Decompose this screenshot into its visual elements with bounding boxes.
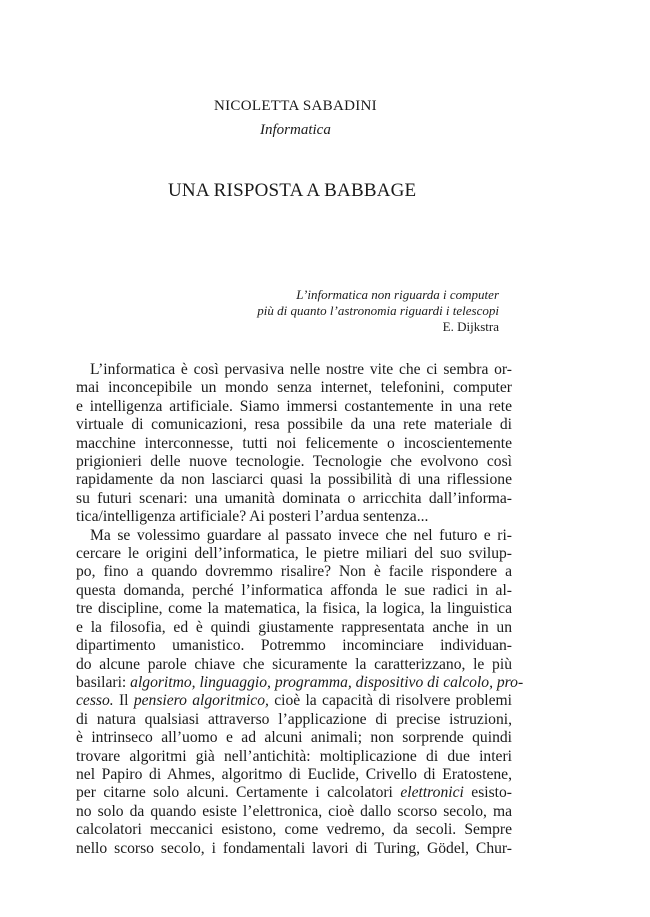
text-line: è intrinseco all’uomo e ad alcuni animali; non sorprende quindi bbox=[76, 729, 512, 747]
emphasized-text: algoritmo, linguaggio, programma, dispositivo di calcolo, pro- bbox=[130, 673, 524, 691]
text-line bbox=[76, 784, 512, 802]
text-run: per citarne solo alcuni. Certamente i calcolatori bbox=[76, 784, 401, 802]
text-line: e intelligenza artificiale. Siamo immersi costantemente in una rete bbox=[76, 397, 512, 415]
emphasized-text: pensiero algoritmico, bbox=[133, 692, 269, 710]
text-line: tica/intelligenza artificiale? Ai posteri l’ardua sentenza... bbox=[76, 508, 429, 526]
text-run: esisto- bbox=[463, 784, 512, 802]
text-line: virtuale di comunicazioni, resa possibile da una rete materiale di bbox=[76, 416, 512, 434]
text-line: nel Papiro di Ahmes, algoritmo di Euclide, Crivello di Eratostene, bbox=[76, 765, 512, 783]
text-line: cercare le origini dell’informatica, le pietre miliari del suo svilup- bbox=[76, 545, 512, 563]
text-line: dipartimento umanistico. Potremmo incominciare individuan- bbox=[76, 637, 512, 655]
text-line: di natura qualsiasi attraverso l’applicazione di precise istruzioni, bbox=[76, 710, 512, 728]
author-name: NICOLETTA SABADINI bbox=[214, 98, 377, 114]
text-line: calcolatori meccanici esistono, come vedremo, da secoli. Sempre bbox=[76, 821, 512, 839]
text-line: mai inconcepibile un mondo senza internet, telefonini, computer bbox=[76, 379, 512, 397]
text-line: L’informatica è così pervasiva nelle nostre vite che ci sembra or- bbox=[90, 361, 512, 378]
emphasized-text: elettronici bbox=[400, 784, 464, 802]
text-line: nello scorso secolo, i fondamentali lavori di Turing, Gödel, Chur- bbox=[76, 839, 512, 857]
epigraph bbox=[257, 287, 499, 335]
epigraph-line: più di quanto l’astronomia riguardi i telescopi bbox=[257, 303, 499, 318]
text-line: trovare algoritmi già nell’antichità: moltiplicazione di due interi bbox=[76, 747, 512, 765]
text-run: basilari: bbox=[76, 673, 131, 691]
text-line: tre discipline, come la matematica, la fisica, la logica, la linguistica bbox=[76, 600, 512, 618]
text-run: Il bbox=[113, 692, 134, 710]
text-line bbox=[76, 673, 524, 692]
text-line: do alcune parole chiave che sicuramente la caratterizzano, le più bbox=[76, 655, 512, 673]
text-line: prigionieri delle nuove tecnologie. Tecnologie che evolvono così bbox=[76, 453, 512, 471]
text-line: su futuri scenari: una umanità dominata o arricchita dall’informa- bbox=[76, 489, 512, 507]
text-line: questa domanda, perché l’informatica affonda le sue radici in al- bbox=[76, 581, 512, 599]
text-line: po, fino a quando dovremmo risalire? Non è facile rispondere a bbox=[76, 563, 512, 581]
article-title: UNA RISPOSTA A BABBAGE bbox=[168, 180, 417, 201]
text-line: Ma se volessimo guardare al passato invece che nel futuro e ri- bbox=[90, 526, 512, 544]
epigraph-line: L’informatica non riguarda i computer bbox=[296, 287, 499, 302]
body-text bbox=[76, 361, 524, 858]
text-line: e la filosofia, ed è quindi giustamente rappresentata anche in un bbox=[76, 618, 512, 636]
text-run: cioè la capacità di risolvere problemi bbox=[268, 692, 512, 710]
emphasized-text: cesso. bbox=[76, 692, 114, 710]
text-line: no solo da quando esiste l’elettronica, cioè dallo scorso secolo, ma bbox=[76, 802, 512, 820]
text-line bbox=[76, 692, 512, 710]
text-line: macchine interconnesse, tutti noi felicemente o incoscientemente bbox=[76, 434, 512, 452]
text-line: rapidamente da non lasciarci quasi la possibilità di una riflessione bbox=[76, 471, 512, 489]
epigraph-attribution: E. Dijkstra bbox=[442, 319, 499, 334]
author-affiliation: Informatica bbox=[260, 122, 331, 138]
